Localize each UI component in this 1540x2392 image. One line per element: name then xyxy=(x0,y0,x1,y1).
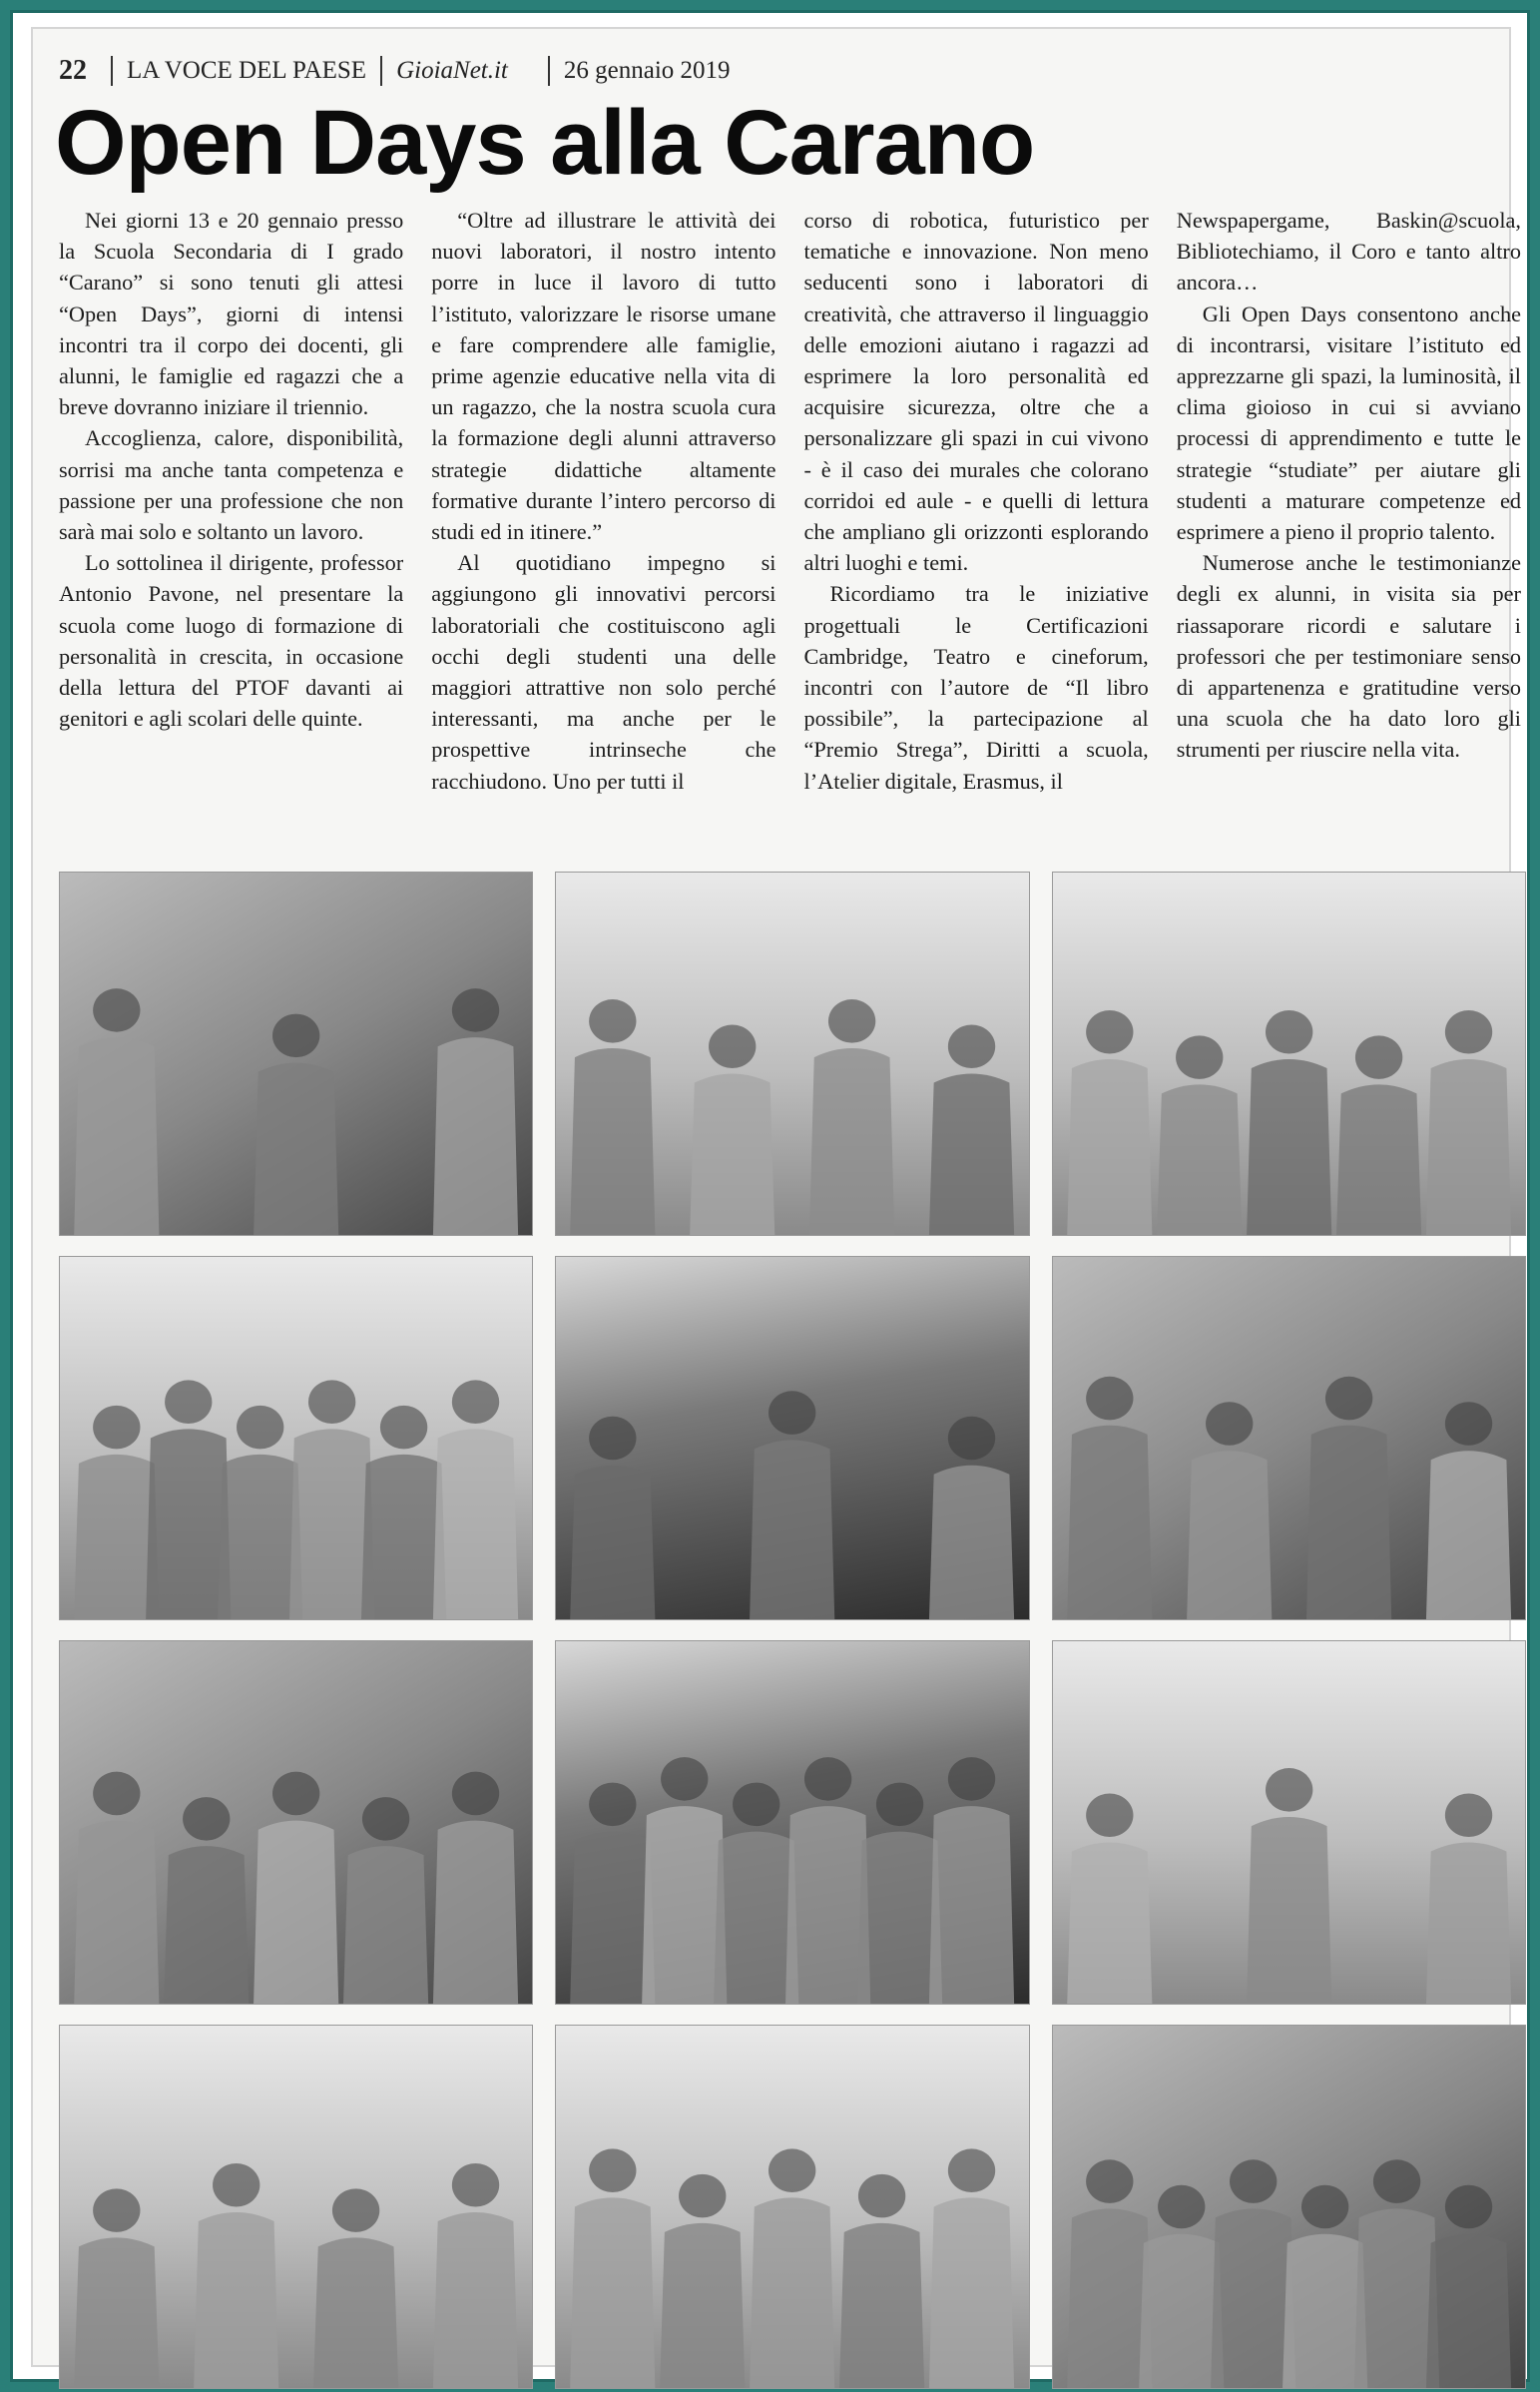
page-number: 22 xyxy=(59,55,87,86)
figure-body xyxy=(218,1455,302,1619)
figure-head xyxy=(213,2163,259,2207)
photo-figures xyxy=(60,2026,532,2388)
figure-head xyxy=(679,2174,726,2218)
issue-date: 26 gennaio 2019 xyxy=(563,57,731,84)
figure-body xyxy=(433,1821,518,2004)
figure-head xyxy=(1086,1377,1133,1421)
photo-computer-lab xyxy=(59,2025,533,2389)
figure-head xyxy=(589,1783,636,1827)
page-header xyxy=(59,51,731,91)
photo-mural-group xyxy=(59,1640,533,2005)
figure-head xyxy=(93,988,140,1032)
figure-body xyxy=(74,1037,159,1235)
photo-assembly-hall xyxy=(1052,1256,1526,1620)
figure-body xyxy=(785,1806,870,2004)
figure-body xyxy=(1211,2208,1295,2388)
photo-figures xyxy=(60,1641,532,2004)
figure-head xyxy=(93,1772,140,1816)
figure-head xyxy=(1445,1402,1492,1446)
article-column-3 xyxy=(804,205,1149,859)
photo-figures xyxy=(556,1257,1028,1619)
figure-body xyxy=(254,1063,338,1235)
figure-body xyxy=(1067,1059,1152,1235)
figure-head xyxy=(589,2148,636,2192)
figure-body xyxy=(1354,2208,1439,2388)
header-divider xyxy=(111,56,113,86)
figure-body xyxy=(642,1806,727,2004)
paragraph: Accoglienza, calore, disponibilità, sorrisi ma anche tanta competenza e passione per una professione che non sarà mai solo e soltanto un lavoro. xyxy=(59,425,404,545)
figure-head xyxy=(332,2188,379,2232)
figure-body xyxy=(1247,1059,1331,1235)
figure-body xyxy=(809,1048,894,1235)
publication-name: LA VOCE DEL PAESE xyxy=(127,57,367,84)
figure-head xyxy=(272,1772,319,1816)
figure-body xyxy=(433,1037,518,1235)
paragraph: Ricordiamo tra le iniziative progettuali le Certificazioni Cambridge, Teatro e cineforum, incontri con l’autore de “Il libro possibile”, la partecipazione al “Premio Strega”, Diritti a scuola, l’Atelier digitale, Erasmus, il xyxy=(803,581,1149,794)
figure-head xyxy=(380,1406,427,1450)
figure-body xyxy=(1157,1084,1242,1235)
figure-head xyxy=(1206,1402,1253,1446)
paragraph: Gli Open Days consentono anche di incontrarsi, visitare l’istituto ed apprezzarne gli spazi, la luminosità, il clima gioioso in cui si avviano processi di apprendimento e tutte le strategie “studiate” per aiutare gli studenti a maturare competenze ed esprimere a pieno il proprio talento. xyxy=(1176,300,1521,545)
figure-body xyxy=(1426,1059,1511,1235)
photo-art-workshop xyxy=(1052,2025,1526,2389)
figure-body xyxy=(929,2197,1014,2388)
figure-head xyxy=(1325,1377,1372,1421)
figure-head xyxy=(589,999,636,1043)
figure-body xyxy=(1139,2234,1224,2388)
figure-body xyxy=(1247,1817,1331,2004)
figure-body xyxy=(1426,2234,1511,2388)
figure-head xyxy=(858,2174,905,2218)
paragraph: Newspapergame, Baskin@scuola, Bibliotechiamo, il Coro e tanto altro ancora… xyxy=(1176,208,1521,296)
figure-head xyxy=(661,1757,708,1801)
figure-head xyxy=(165,1380,212,1424)
header-divider xyxy=(548,56,550,86)
figure-body xyxy=(714,1832,798,2004)
figure-body xyxy=(857,1832,942,2004)
paragraph: corso di robotica, futuristico per tematiche e innovazione. Non meno seducenti sono i laboratori di creatività, che attraverso il linguaggio delle emozioni aiutano i ragazzi ad esprimere la loro personalità ed acquisire sicurezza, oltre che a personalizzare gli spazi in cui vivono - è il caso dei murales che colorano corridoi ed aule - e quelli di lettura che ampliano gli orizzonti esplorando altri luoghi e temi. xyxy=(803,208,1149,576)
figure-body xyxy=(1306,1426,1391,1619)
figure-body xyxy=(361,1455,446,1619)
figure-body xyxy=(1067,1842,1152,2004)
figure-body xyxy=(1283,2234,1367,2388)
article-body xyxy=(59,205,1521,859)
photo-figures xyxy=(556,1641,1028,2004)
paragraph: “Oltre ad illustrare le attività dei nuovi laboratori, il nostro intento porre in luce il lavoro di tutto l’istituto, valorizzare le risorse umane e fare comprendere alle famiglie, prime agenzie educative nella vita di un ragazzo, che la nostra scuola cura la formazione degli alunni attraverso strategie didattiche altamente formative durante l’intero percorso di studi ed in itinere.” xyxy=(431,208,776,545)
figure-head xyxy=(1086,2159,1133,2203)
figure-head xyxy=(1086,1793,1133,1837)
figure-body xyxy=(194,2212,278,2388)
figure-body xyxy=(1336,1084,1421,1235)
article-title: Open Days alla Carano xyxy=(55,92,1035,194)
header-divider xyxy=(380,56,382,86)
figure-head xyxy=(828,999,875,1043)
photo-figures xyxy=(1053,873,1525,1235)
photo-art-room xyxy=(555,2025,1029,2389)
figure-body xyxy=(1187,1451,1272,1619)
figure-head xyxy=(93,1406,140,1450)
figure-body xyxy=(74,1821,159,2004)
figure-head xyxy=(1355,1035,1402,1079)
figure-head xyxy=(1158,2185,1205,2229)
figure-head xyxy=(308,1380,355,1424)
figure-head xyxy=(1266,1768,1312,1812)
site-name: GioiaNet.it xyxy=(396,57,508,84)
figure-head xyxy=(183,1797,230,1841)
photo-students-group xyxy=(59,872,533,1236)
figure-head xyxy=(1266,1010,1312,1054)
figure-body xyxy=(433,2212,518,2388)
photo-gallery xyxy=(59,872,1526,2389)
figure-body xyxy=(929,1073,1014,1235)
figure-body xyxy=(571,1466,656,1619)
figure-head xyxy=(1445,2185,1492,2229)
figure-head xyxy=(1373,2159,1420,2203)
paragraph: Numerose anche le testimonianze degli ex alunni, in visita sia per riassaporare ricordi e salutare i professori che per testimoniare senso di appartenenza e gratitudine verso una scuola che ha dato loro gli strumenti per riuscire nella vita. xyxy=(1176,550,1521,763)
figure-head xyxy=(272,1014,319,1058)
article-column-1 xyxy=(59,205,403,859)
figure-head xyxy=(948,1757,995,1801)
photo-hallway-visitors xyxy=(59,1256,533,1620)
figure-body xyxy=(74,2237,159,2388)
article-column-2 xyxy=(431,205,775,859)
figure-body xyxy=(660,2223,745,2388)
paragraph: Al quotidiano impegno si aggiungono gli innovativi percorsi laboratoriali che costituiscono agli occhi degli studenti una delle maggiori attrattive non solo perché interessanti, ma anche per le prospettive intrinseche che racchiudono. Uno per tutti il xyxy=(431,550,776,794)
figure-head xyxy=(452,2163,499,2207)
figure-body xyxy=(164,1846,249,2004)
figure-head xyxy=(452,1380,499,1424)
photo-figures xyxy=(60,873,532,1235)
figure-head xyxy=(237,1406,283,1450)
figure-head xyxy=(1301,2185,1348,2229)
photo-figures xyxy=(556,873,1028,1235)
paragraph: Nei giorni 13 e 20 gennaio presso la Scuola Secondaria di I grado “Carano” si sono tenuti gli attesi “Open Days”, giorni di intensi incontri tra il corpo dei docenti, gli alunni, le famiglie ed ragazzi che a breve dovranno iniziare il triennio. xyxy=(59,208,404,420)
figure-head xyxy=(804,1757,851,1801)
figure-body xyxy=(690,1073,774,1235)
figure-head xyxy=(452,988,499,1032)
figure-body xyxy=(74,1455,159,1619)
figure-head xyxy=(769,2148,815,2192)
figure-head xyxy=(1086,1010,1133,1054)
photo-figures xyxy=(1053,1641,1525,2004)
figure-body xyxy=(1067,2208,1152,2388)
figure-head xyxy=(93,2188,140,2232)
figure-head xyxy=(733,1783,779,1827)
figure-body xyxy=(254,1821,338,2004)
figure-head xyxy=(1230,2159,1277,2203)
figure-body xyxy=(929,1806,1014,2004)
photo-figures xyxy=(1053,1257,1525,1619)
figure-body xyxy=(571,1832,656,2004)
newspaper-page xyxy=(31,27,1521,2367)
figure-head xyxy=(1176,1035,1223,1079)
figure-head xyxy=(948,1417,995,1461)
photo-robotics-lab xyxy=(555,1256,1029,1620)
figure-body xyxy=(433,1429,518,1619)
figure-head xyxy=(709,1024,756,1068)
figure-body xyxy=(929,1466,1014,1619)
figure-body xyxy=(571,2197,656,2388)
figure-body xyxy=(289,1429,374,1619)
photo-teachers-table xyxy=(555,872,1029,1236)
figure-head xyxy=(362,1797,409,1841)
figure-head xyxy=(1445,1793,1492,1837)
photo-face-painting xyxy=(555,1640,1029,2005)
figure-head xyxy=(948,2148,995,2192)
photo-science-lab xyxy=(1052,1640,1526,2005)
figure-body xyxy=(571,1048,656,1235)
figure-head xyxy=(769,1391,815,1435)
figure-body xyxy=(1426,1451,1511,1619)
figure-head xyxy=(589,1417,636,1461)
figure-body xyxy=(750,2197,834,2388)
figure-head xyxy=(452,1772,499,1816)
figure-body xyxy=(343,1846,428,2004)
article-column-4 xyxy=(1177,205,1521,859)
figure-body xyxy=(1426,1842,1511,2004)
figure-body xyxy=(750,1440,834,1619)
photo-figures xyxy=(556,2026,1028,2388)
figure-head xyxy=(948,1024,995,1068)
figure-body xyxy=(839,2223,924,2388)
photo-students-sitting xyxy=(1052,872,1526,1236)
figure-body xyxy=(313,2237,398,2388)
figure-head xyxy=(1445,1010,1492,1054)
photo-figures xyxy=(60,1257,532,1619)
figure-head xyxy=(876,1783,923,1827)
paragraph: Lo sottolinea il dirigente, professor Antonio Pavone, nel presentare la scuola come luogo di formazione di personalità in crescita, in occasione della lettura del PTOF davanti ai genitori e agli scolari delle quinte. xyxy=(59,550,404,732)
photo-figures xyxy=(1053,2026,1525,2388)
figure-body xyxy=(1067,1426,1152,1619)
figure-body xyxy=(146,1429,231,1619)
page-frame xyxy=(10,10,1530,2382)
